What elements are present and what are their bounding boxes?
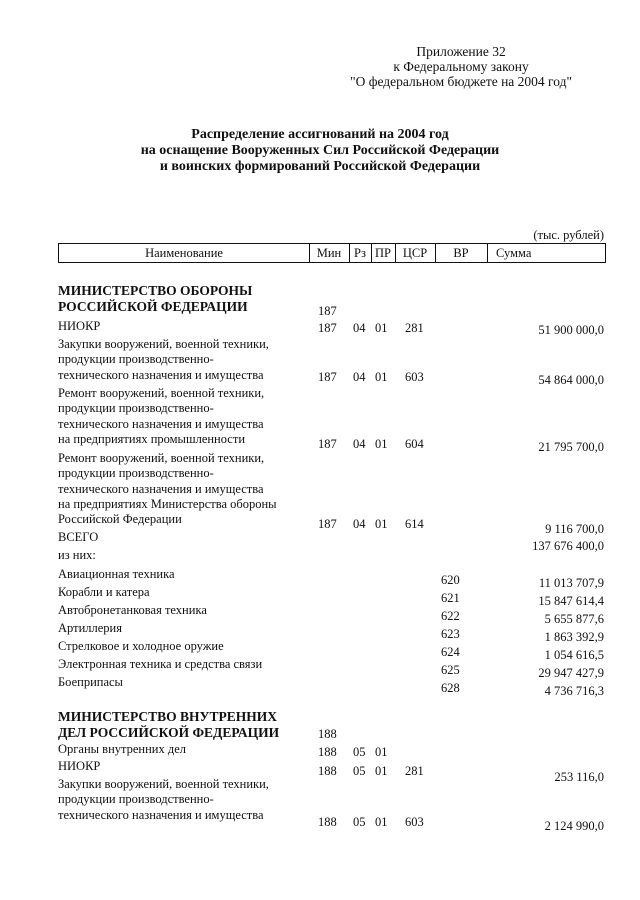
- amount-value: 54 864 000,0: [538, 373, 604, 387]
- code-rz: 05: [353, 745, 366, 759]
- code-rz: 04: [353, 437, 366, 451]
- code-pr: 01: [375, 437, 388, 451]
- appendix-line: к Федеральному закону: [393, 59, 529, 74]
- code-min: 187: [318, 321, 337, 335]
- code-csr: 281: [405, 321, 424, 335]
- amount-value: 51 900 000,0: [538, 323, 604, 337]
- item-name: Артиллерия: [58, 621, 122, 635]
- amount-value: 15 847 614,4: [538, 594, 604, 608]
- item-name: Ремонт вооружений, военной техники, продукции производственно- технического назначения и имущества на предприятиях промышленности: [58, 386, 265, 446]
- amount-value: 29 947 427,9: [538, 666, 604, 680]
- amount-value: 1 054 616,5: [544, 648, 604, 662]
- code-csr: 603: [405, 370, 424, 384]
- section-heading: МИНИСТЕРСТВО ВНУТРЕННИХ ДЕЛ РОССИЙСКОЙ ФЕДЕРАЦИИ: [58, 709, 280, 740]
- code-min: 188: [318, 815, 337, 829]
- appendix-line: "О федеральном бюджете на 2004 год": [350, 74, 572, 89]
- item-name: НИОКР: [58, 319, 101, 333]
- code-vr: 625: [441, 663, 460, 677]
- column-header-rz: Рз: [354, 246, 366, 260]
- code-pr: 01: [375, 745, 388, 759]
- amount-value: 137 676 400,0: [532, 539, 604, 553]
- item-name: Стрелковое и холодное оружие: [58, 639, 224, 653]
- title-line: Распределение ассигнований на 2004 год: [191, 127, 449, 142]
- column-header-pr: ПР: [375, 246, 391, 260]
- column-header-min: Мин: [316, 246, 342, 260]
- amount-value: 1 863 392,9: [544, 630, 604, 644]
- code-min: 188: [318, 764, 337, 778]
- code-pr: 01: [375, 517, 388, 531]
- column-header-csr: ЦСР: [402, 246, 428, 260]
- amount-value: 11 013 707,9: [538, 576, 604, 590]
- code-rz: 05: [353, 815, 366, 829]
- column-header-sum: Сумма: [496, 246, 532, 260]
- code-vr: 620: [441, 573, 460, 587]
- title-line: и воинских формирований Российской Федерации: [159, 159, 481, 174]
- item-name: Авиационная техника: [58, 567, 175, 581]
- code-min: 188: [318, 745, 337, 759]
- code-rz: 04: [353, 370, 366, 384]
- code-min: 187: [318, 370, 337, 384]
- item-name: Боеприпасы: [58, 675, 123, 689]
- item-name: Автобронетанковая техника: [58, 603, 207, 617]
- section-heading: МИНИСТЕРСТВО ОБОРОНЫ РОССИЙСКОЙ ФЕДЕРАЦИИ: [58, 283, 253, 314]
- item-name: Закупки вооружений, военной техники, продукции производственно- технического назначения и имущества: [58, 777, 269, 822]
- code-rz: 04: [353, 321, 366, 335]
- amount-value: 9 116 700,0: [545, 522, 604, 536]
- item-name: из них:: [58, 548, 96, 562]
- code-pr: 01: [375, 370, 388, 384]
- amount-value: 5 655 877,6: [544, 612, 604, 626]
- code-pr: 01: [375, 321, 388, 335]
- code-min: 188: [318, 727, 337, 741]
- code-min: 187: [318, 437, 337, 451]
- appendix-line: Приложение 32: [416, 44, 506, 59]
- code-vr: 622: [441, 609, 460, 623]
- item-name: Корабли и катера: [58, 585, 150, 599]
- code-min: 187: [318, 304, 337, 318]
- code-csr: 614: [405, 517, 424, 531]
- code-vr: 621: [441, 591, 460, 605]
- amount-value: 2 124 990,0: [544, 819, 604, 833]
- item-name: Органы внутренних дел: [58, 742, 187, 756]
- code-vr: 623: [441, 627, 460, 641]
- code-vr: 624: [441, 645, 460, 659]
- amount-value: 4 736 716,3: [544, 684, 604, 698]
- item-name: Закупки вооружений, военной техники, продукции производственно- технического назначения и имущества: [58, 337, 269, 382]
- item-name: Ремонт вооружений, военной техники, продукции производственно- технического назначения и имущества на предприятиях Министерства обороны Российской Федерации: [58, 451, 277, 527]
- code-pr: 01: [375, 815, 388, 829]
- column-header-vr: ВР: [453, 246, 469, 260]
- item-name: ВСЕГО: [58, 530, 99, 544]
- code-csr: 603: [405, 815, 424, 829]
- code-csr: 604: [405, 437, 424, 451]
- item-name: Электронная техника и средства связи: [58, 657, 263, 671]
- code-min: 187: [318, 517, 337, 531]
- amount-value: 253 116,0: [554, 770, 604, 784]
- code-vr: 628: [441, 681, 460, 695]
- code-rz: 04: [353, 517, 366, 531]
- column-header-name: Наименование: [145, 246, 223, 260]
- title-line: на оснащение Вооруженных Сил Российской Федерации: [140, 143, 500, 158]
- amount-value: 21 795 700,0: [538, 440, 604, 454]
- code-rz: 05: [353, 764, 366, 778]
- unit-label: (тыс. рублей): [533, 228, 604, 242]
- code-csr: 281: [405, 764, 424, 778]
- code-pr: 01: [375, 764, 388, 778]
- item-name: НИОКР: [58, 759, 101, 773]
